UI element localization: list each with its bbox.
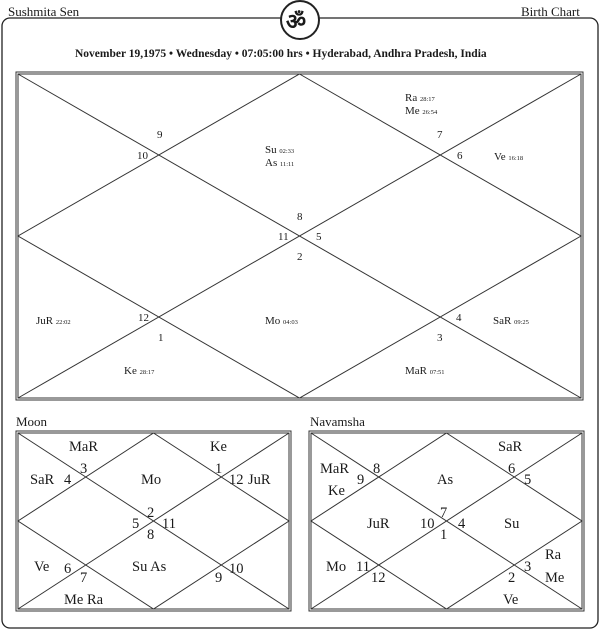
birth-chart-lines xyxy=(16,72,583,400)
planet-ra: Ra 28:17 xyxy=(405,92,435,104)
house-number: 8 xyxy=(297,211,303,223)
house-number: 12 xyxy=(229,472,244,488)
house-number: 6 xyxy=(508,461,516,477)
house-number: 11 xyxy=(278,231,289,243)
birth-info: November 19,1975 • Wednesday • 07:05:00 hrs • Hyderabad, Andhra Pradesh, India xyxy=(75,48,487,60)
planet-jur: JuR 22:02 xyxy=(36,315,71,327)
house-number: 4 xyxy=(458,516,466,532)
planet-me: Me xyxy=(545,570,565,586)
house-number: 7 xyxy=(437,129,443,141)
planet-jur: JuR xyxy=(367,516,390,532)
house-number: 9 xyxy=(357,472,365,488)
house-number: 7 xyxy=(440,505,448,521)
planet-as: As xyxy=(437,472,454,488)
house-number: 6 xyxy=(64,561,72,577)
planet-sar: SaR xyxy=(30,472,55,488)
planet-jur: JuR xyxy=(248,472,271,488)
house-number: 5 xyxy=(316,231,322,243)
navamsha-chart-label: Navamsha xyxy=(310,414,365,429)
house-number: 9 xyxy=(157,129,163,141)
moon-chart-lines xyxy=(16,431,291,611)
house-number: 4 xyxy=(64,472,72,488)
house-number: 12 xyxy=(138,312,149,324)
house-number: 5 xyxy=(132,516,140,532)
navamsha-chart-lines xyxy=(309,431,584,611)
planet-su-as: Su As xyxy=(132,559,167,575)
planet-ke: Ke xyxy=(210,439,227,455)
planet-su: Su xyxy=(504,516,520,532)
planet-ve: Ve xyxy=(34,559,50,575)
planet-su: Su 02:33 xyxy=(265,144,295,156)
house-number: 4 xyxy=(456,312,462,324)
house-number: 10 xyxy=(420,516,435,532)
house-number: 5 xyxy=(524,472,532,488)
house-number: 2 xyxy=(508,570,516,586)
house-number: 7 xyxy=(80,570,88,586)
person-name: Sushmita Sen xyxy=(8,4,80,19)
house-number: 1 xyxy=(215,461,223,477)
planet-mar: MaR xyxy=(69,439,98,455)
house-number: 12 xyxy=(371,570,386,586)
house-number: 1 xyxy=(158,332,164,344)
planet-sar: SaR xyxy=(498,439,523,455)
planet-ve: Ve xyxy=(503,592,519,608)
house-number: 3 xyxy=(524,559,532,575)
chart-title: Birth Chart xyxy=(521,4,580,19)
house-number: 2 xyxy=(297,251,303,263)
house-number: 1 xyxy=(440,527,448,543)
planet-mo: Mo xyxy=(326,559,347,575)
planet-ve: Ve 16:18 xyxy=(494,151,524,163)
house-number: 6 xyxy=(457,150,463,162)
planet-as: As 11:11 xyxy=(265,157,295,169)
planet-sar: SaR 09:25 xyxy=(493,315,529,327)
house-number: 9 xyxy=(215,570,223,586)
planet-me: Me 26:54 xyxy=(405,105,438,117)
house-number: 2 xyxy=(147,505,155,521)
house-number: 11 xyxy=(356,559,370,575)
planet-ke: Ke xyxy=(328,483,345,499)
house-number: 8 xyxy=(147,527,155,543)
planet-mo: Mo xyxy=(141,472,162,488)
house-number: 10 xyxy=(137,150,148,162)
om-icon: ॐ xyxy=(286,10,307,35)
house-number: 8 xyxy=(373,461,381,477)
house-number: 10 xyxy=(229,561,244,577)
planet-mo: Mo 04:03 xyxy=(265,315,298,327)
house-number: 3 xyxy=(437,332,443,344)
house-number: 11 xyxy=(162,516,176,532)
planet-me-ra: Me Ra xyxy=(64,592,104,608)
planet-ra: Ra xyxy=(545,547,562,563)
house-number: 3 xyxy=(80,461,88,477)
moon-chart-label: Moon xyxy=(16,414,48,429)
planet-ke: Ke 28:17 xyxy=(124,365,155,377)
planet-mar: MaR xyxy=(320,461,349,477)
planet-mar: MaR 07:51 xyxy=(405,365,445,377)
